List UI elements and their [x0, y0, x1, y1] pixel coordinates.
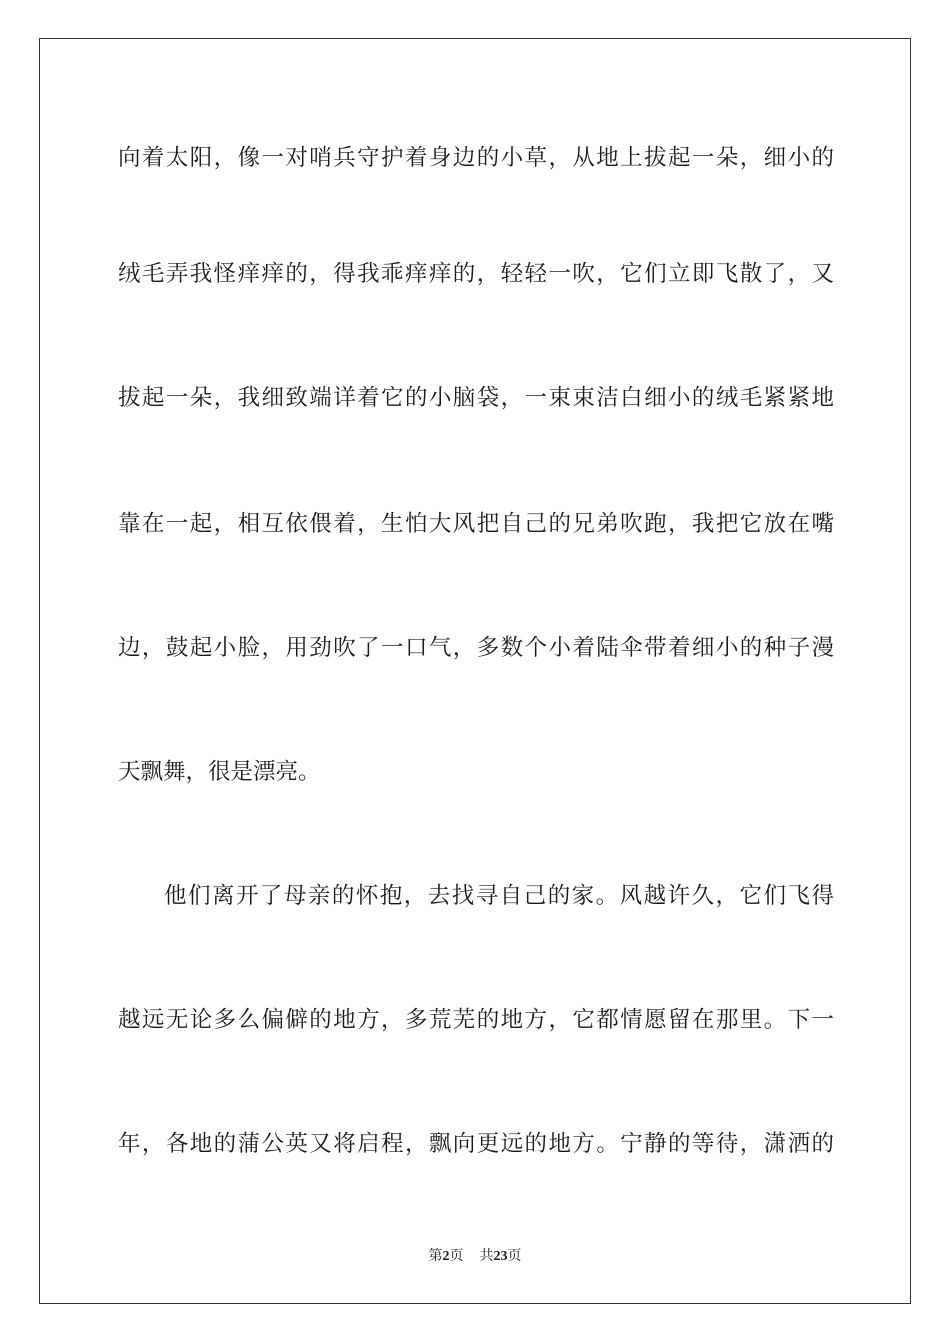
body-line-3: 拔起一朵，我细致端详着它的小脑袋，一束束洁白细小的绒毛紧紧地 [118, 385, 834, 411]
body-line-8: 越远无论多么偏僻的地方，多荒芜的地方，它都情愿留在那里。下一 [118, 1007, 834, 1033]
total-suffix: 页 [507, 1248, 522, 1264]
page-suffix: 页 [449, 1248, 464, 1264]
body-line-1: 向着太阳，像一对哨兵守护着身边的小草，从地上拔起一朵，细小的 [118, 145, 834, 171]
body-line-5: 边，鼓起小脸，用劲吹了一口气，多数个小着陆伞带着细小的种子漫 [118, 635, 834, 661]
page-border [39, 38, 911, 1304]
total-prefix: 共 [479, 1248, 494, 1264]
page-current: 2 [442, 1249, 450, 1264]
body-line-4: 靠在一起，相互依偎着，生怕大风把自己的兄弟吹跑，我把它放在嘴 [118, 511, 834, 537]
page-prefix: 第 [428, 1248, 443, 1264]
body-line-6: 天飘舞，很是漂亮。 [118, 759, 321, 785]
page-footer [0, 1246, 950, 1267]
body-line-7: 他们离开了母亲的怀抱，去找寻自己的家。风越许久，它们飞得 [164, 883, 834, 909]
total-pages: 23 [493, 1249, 508, 1264]
body-line-2: 绒毛弄我怪痒痒的，得我乖痒痒的，轻轻一吹，它们立即飞散了，又 [118, 261, 834, 287]
body-line-9: 年，各地的蒲公英又将启程，飘向更远的地方。宁静的等待，潇洒的 [118, 1131, 834, 1157]
